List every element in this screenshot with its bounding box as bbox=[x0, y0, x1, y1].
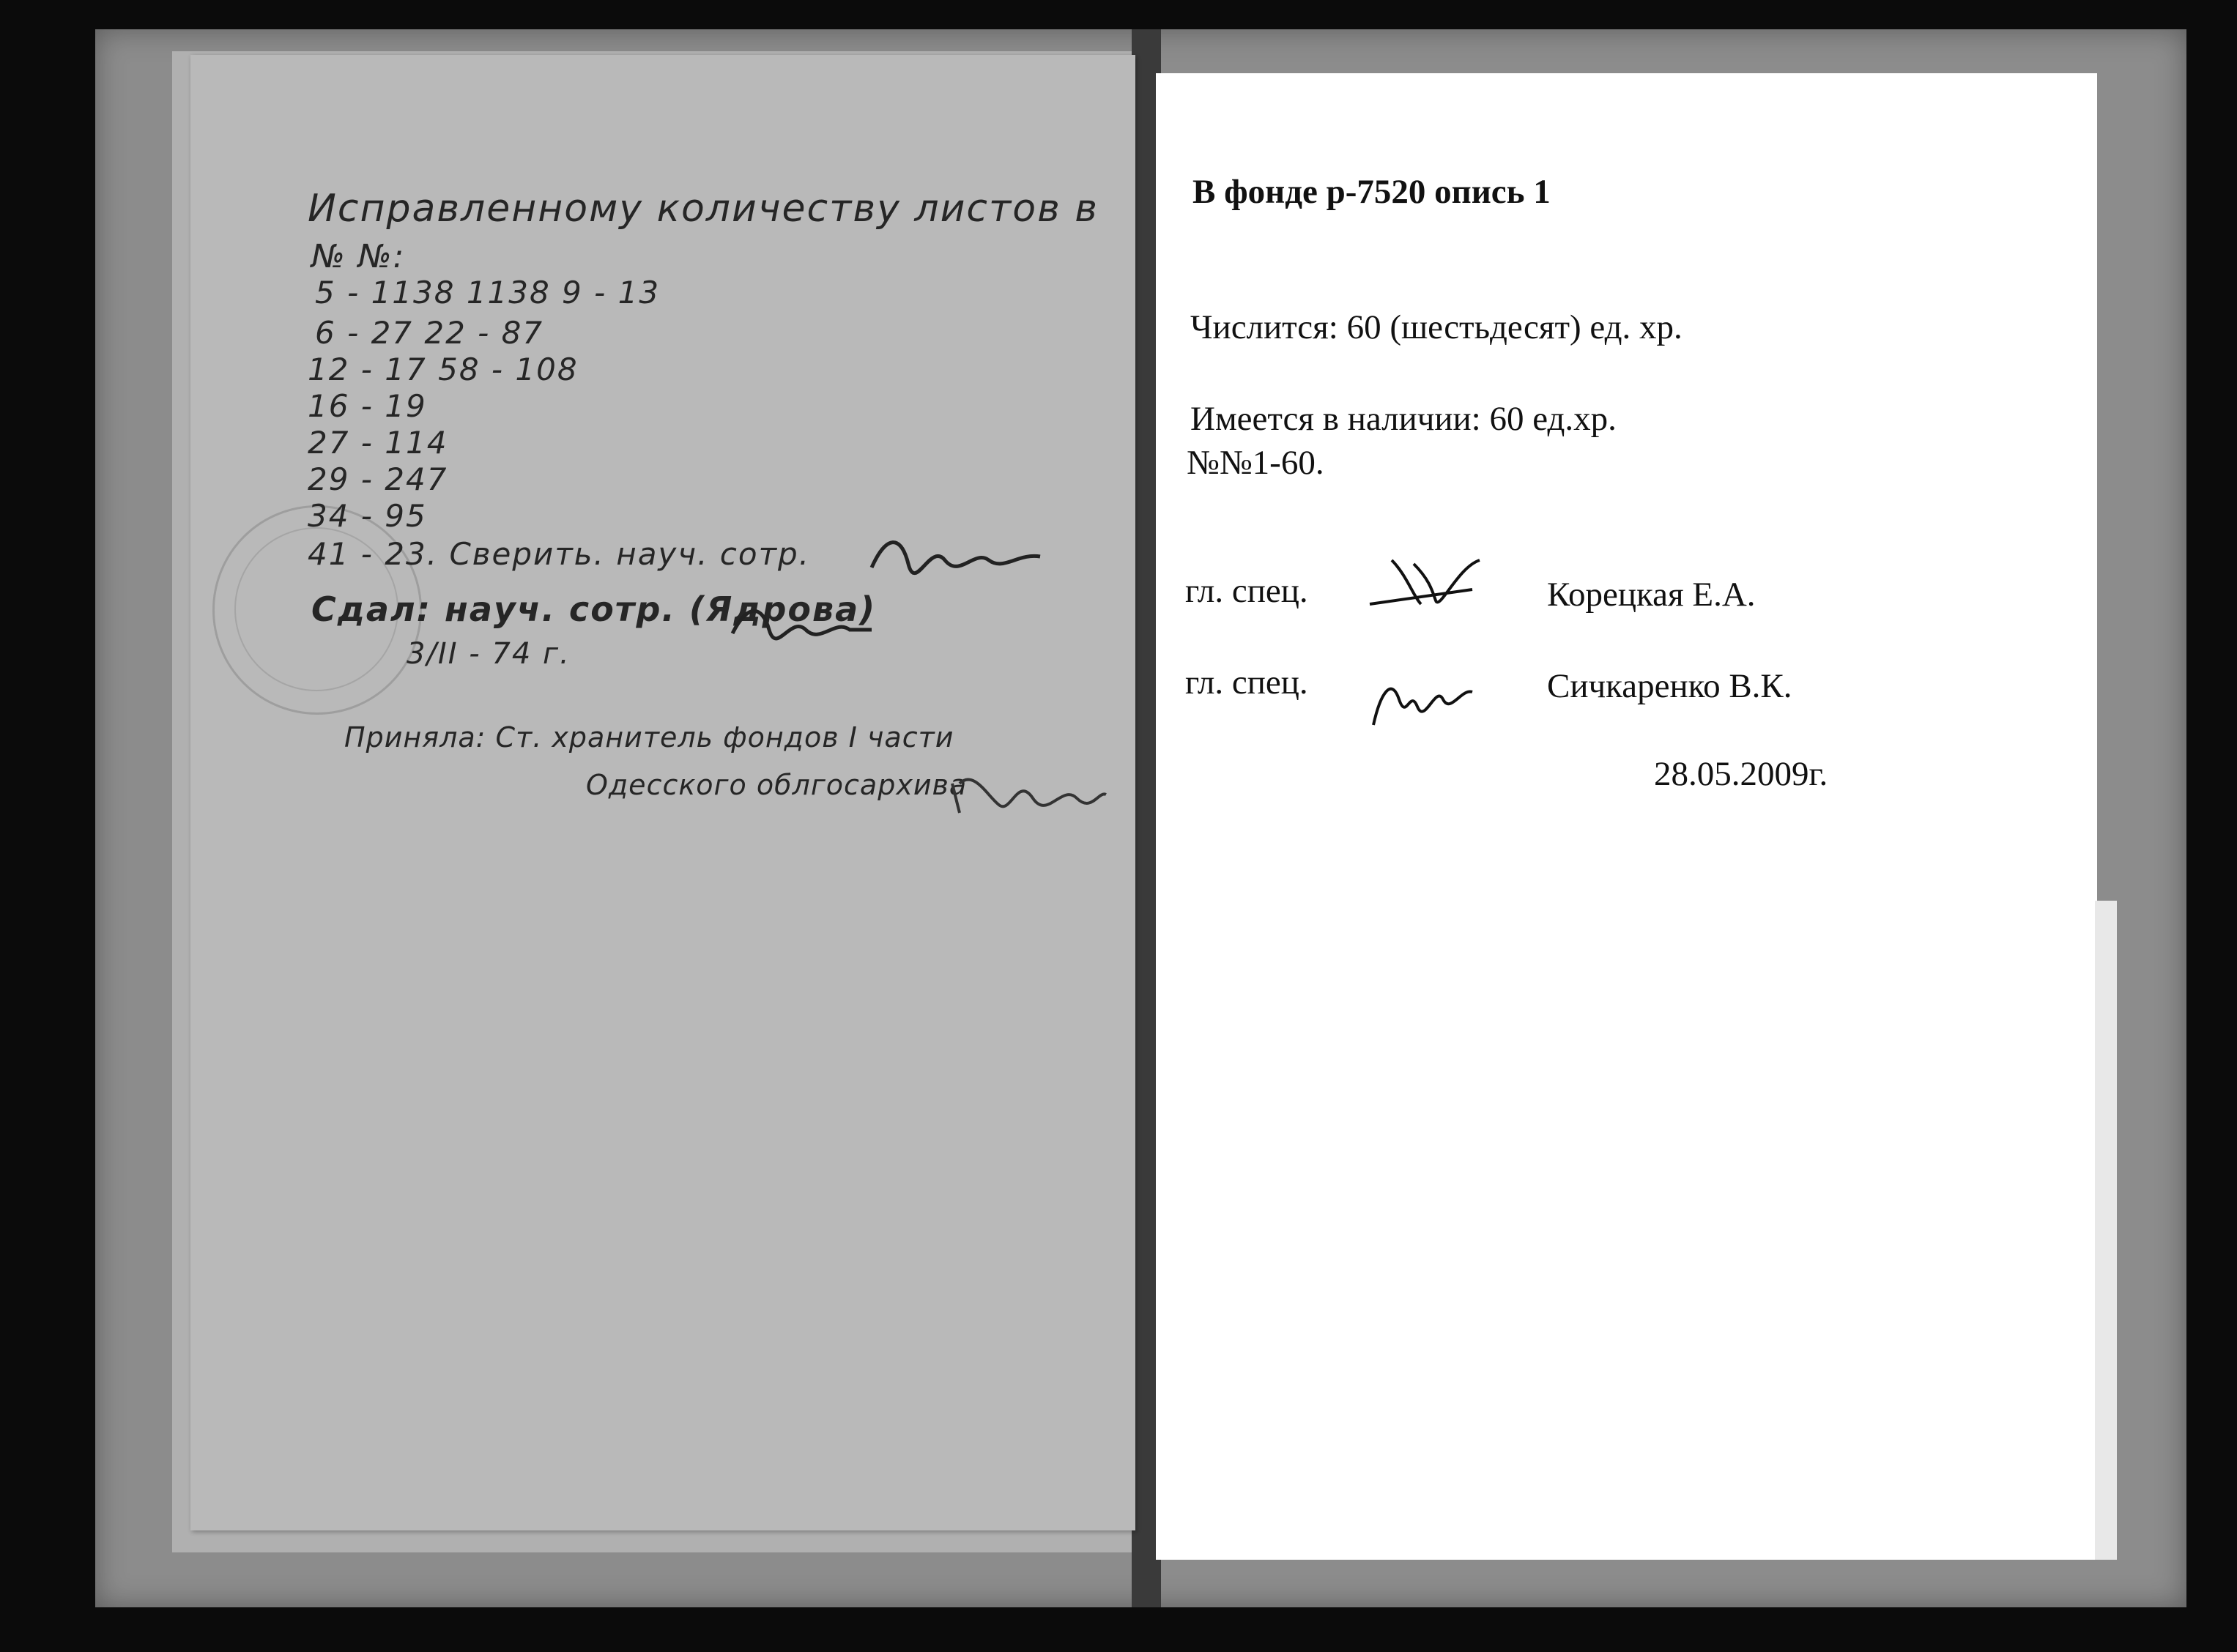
right-page-edge bbox=[2095, 901, 2117, 1560]
item-range: №№1-60. bbox=[1187, 444, 1324, 482]
signature-left-1 bbox=[864, 527, 1055, 586]
handwritten-line-8: 29 - 247 bbox=[308, 461, 448, 497]
signature-left-2 bbox=[725, 597, 886, 655]
handwritten-line-7: 27 - 114 bbox=[308, 425, 448, 461]
signatory-1-role: гл. спец. bbox=[1185, 572, 1308, 610]
handwritten-line-4: 6 - 27 22 - 87 bbox=[315, 315, 544, 351]
signatory-2-role: гл. спец. bbox=[1185, 663, 1308, 702]
handwritten-line-11: Сдал: науч. сотр. (Ядрова) bbox=[311, 589, 877, 629]
signature-left-3 bbox=[945, 754, 1113, 835]
handwritten-line-10: 41 - 23. Сверить. науч. сотр. bbox=[308, 536, 811, 572]
handwritten-line-12: 3/II - 74 г. bbox=[407, 637, 571, 671]
handwritten-line-1: Исправленному количеству листов в bbox=[308, 187, 1099, 231]
listed-count: Числится: 60 (шестьдесят) ед. хр. bbox=[1190, 308, 1683, 346]
signature-sichkar bbox=[1362, 655, 1494, 736]
fond-heading: В фонде р-7520 опись 1 bbox=[1192, 173, 1551, 211]
handwritten-line-9: 34 - 95 bbox=[308, 498, 427, 534]
signatory-1-name: Корецкая Е.А. bbox=[1547, 576, 1756, 614]
available-count: Имеется в наличии: 60 ед.хр. bbox=[1190, 400, 1617, 438]
handwritten-line-13: Приняла: Ст. хранитель фондов I части bbox=[344, 721, 954, 754]
signature-korets bbox=[1362, 546, 1494, 619]
handwritten-line-5: 12 - 17 58 - 108 bbox=[308, 351, 579, 387]
handwritten-line-14: Одесского облгосархива bbox=[586, 769, 968, 801]
handwritten-line-3: 5 - 1138 1138 9 - 13 bbox=[315, 275, 661, 310]
handwritten-line-6: 16 - 19 bbox=[308, 388, 427, 424]
right-page bbox=[1156, 73, 2097, 1560]
signatory-2-name: Сичкаренко В.К. bbox=[1547, 667, 1792, 705]
handwritten-line-2: № №: bbox=[311, 238, 406, 275]
document-date: 28.05.2009г. bbox=[1654, 755, 1828, 793]
